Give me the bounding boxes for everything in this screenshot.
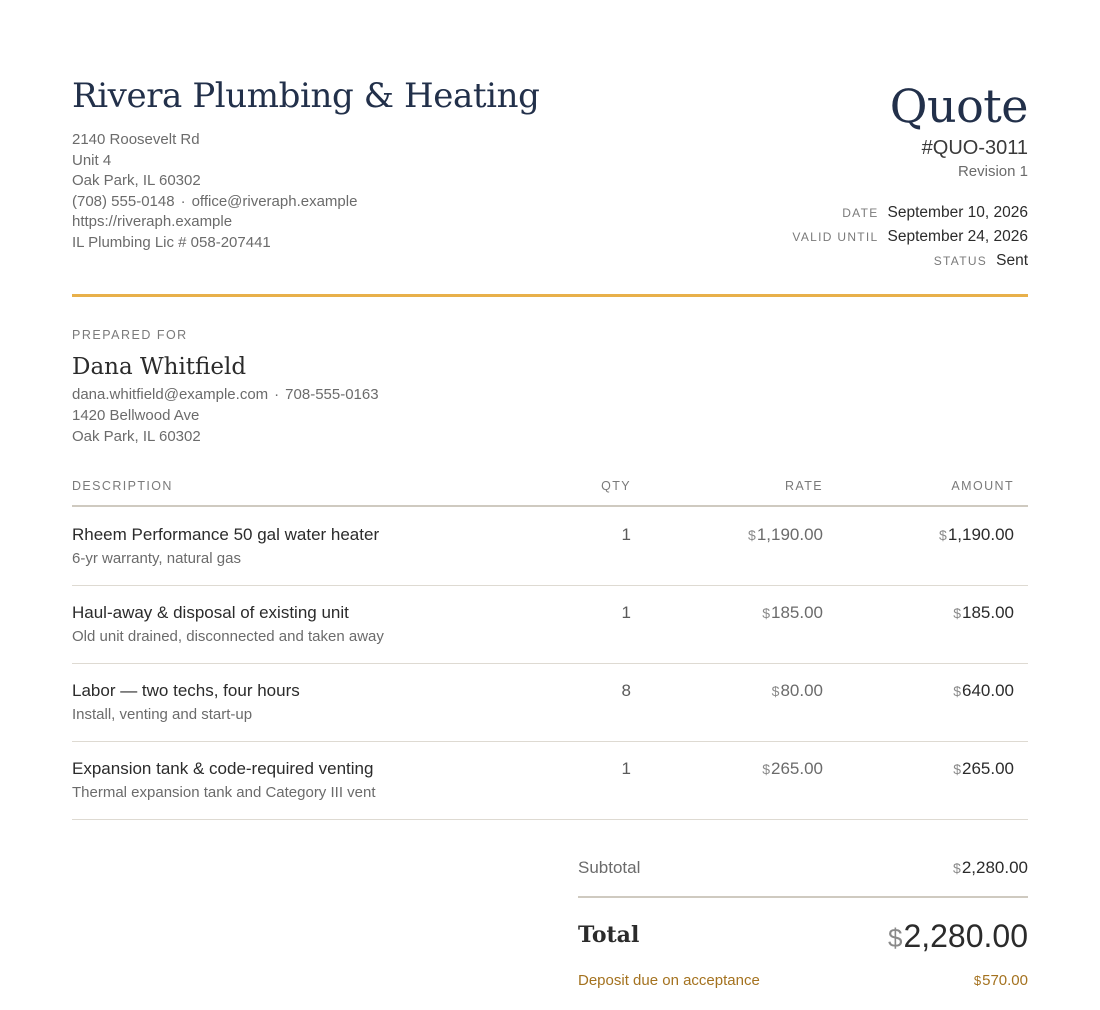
column-header-amount: AMOUNT <box>951 479 1014 493</box>
quote-revision: Revision 1 <box>957 163 1028 180</box>
deposit-value <box>974 972 1028 989</box>
total-value <box>888 916 1028 958</box>
client-phone: 708-555-0163 <box>285 386 379 403</box>
item-qty: 8 <box>621 681 631 700</box>
table-row <box>72 585 1028 664</box>
subtotal-label: Subtotal <box>578 858 641 877</box>
date-value: September 10, 2026 <box>887 204 1028 221</box>
quote-number: #QUO-3011 <box>921 137 1028 159</box>
item-description: Haul-away & disposal of existing unit <box>72 603 349 622</box>
item-amount <box>953 602 1014 624</box>
currency-symbol: $ <box>953 761 961 777</box>
company-name: Rivera Plumbing & Heating <box>72 76 540 116</box>
client-name: Dana Whitfield <box>72 354 247 380</box>
item-description: Expansion tank & code-required venting <box>72 759 374 778</box>
item-rate <box>748 524 823 546</box>
item-amount-value: 1,190.00 <box>947 525 1014 544</box>
date-label: DATE <box>842 206 879 220</box>
quote-document <box>72 0 1028 1010</box>
separator-dot: · <box>274 386 280 403</box>
item-detail: Old unit drained, disconnected and taken away <box>72 628 384 645</box>
subtotal-amount: 2,280.00 <box>961 858 1028 877</box>
currency-symbol: $ <box>953 605 961 621</box>
table-row <box>72 663 1028 742</box>
item-description: Labor — two techs, four hours <box>72 681 300 700</box>
client-contact <box>72 384 379 447</box>
item-amount <box>953 680 1014 702</box>
currency-symbol: $ <box>939 527 947 543</box>
company-phone-email <box>72 192 357 213</box>
client-address: 1420 Bellwood Ave <box>72 407 200 424</box>
item-amount <box>953 758 1014 780</box>
valid-until-label: VALID UNTIL <box>792 230 879 244</box>
currency-symbol: $ <box>771 683 780 699</box>
item-rate <box>762 602 823 624</box>
prepared-for-label: PREPARED FOR <box>72 328 188 342</box>
separator-dot: · <box>180 192 186 210</box>
total-amount: 2,280.00 <box>903 918 1028 954</box>
deposit-label: Deposit due on acceptance <box>578 972 760 989</box>
company-email[interactable]: office@riveraph.example <box>191 192 358 210</box>
item-rate-value: 185.00 <box>771 603 823 622</box>
quote-title: Quote <box>889 79 1028 133</box>
item-amount-value: 640.00 <box>962 681 1014 700</box>
currency-symbol: $ <box>762 761 770 777</box>
column-header-rate: RATE <box>784 479 823 493</box>
item-rate-value: 80.00 <box>780 681 823 700</box>
item-amount-value: 265.00 <box>962 759 1014 778</box>
item-detail: 6-yr warranty, natural gas <box>72 550 241 567</box>
item-amount <box>939 524 1014 546</box>
item-rate <box>762 758 823 780</box>
header-divider <box>72 294 1028 297</box>
company-city: Oak Park, IL 60302 <box>72 172 201 190</box>
item-description: Rheem Performance 50 gal water heater <box>72 525 380 544</box>
item-qty: 1 <box>621 525 631 544</box>
company-license: IL Plumbing Lic # 058-207441 <box>72 233 271 251</box>
company-address-line2: Unit 4 <box>72 151 112 169</box>
item-qty: 1 <box>621 759 631 778</box>
item-detail: Install, venting and start-up <box>72 706 253 723</box>
company-address-line1: 2140 Roosevelt Rd <box>72 131 200 148</box>
company-phone: (708) 555-0148 <box>72 192 175 210</box>
item-rate <box>772 680 823 702</box>
table-row <box>72 507 1028 586</box>
item-amount-value: 185.00 <box>962 603 1014 622</box>
subtotal-value <box>953 858 1028 878</box>
item-rate-value: 1,190.00 <box>756 525 823 544</box>
currency-symbol: $ <box>953 860 961 876</box>
currency-symbol: $ <box>953 683 961 699</box>
column-header-qty: QTY <box>601 479 631 493</box>
currency-symbol: $ <box>887 923 903 953</box>
item-rate-value: 265.00 <box>771 759 823 778</box>
valid-until-row <box>628 228 1028 246</box>
status-row <box>628 252 1028 270</box>
company-contact <box>72 130 357 254</box>
status-value: Sent <box>996 252 1028 269</box>
table-row <box>72 741 1028 820</box>
client-email[interactable]: dana.whitfield@example.com <box>72 386 269 403</box>
company-website[interactable]: https://riveraph.example <box>72 213 233 231</box>
totals-divider <box>578 896 1028 898</box>
item-detail: Thermal expansion tank and Category III vent <box>72 784 376 801</box>
valid-until-value: September 24, 2026 <box>887 228 1028 245</box>
item-qty: 1 <box>621 603 631 622</box>
currency-symbol: $ <box>762 605 770 621</box>
deposit-amount: 570.00 <box>982 972 1028 989</box>
currency-symbol: $ <box>973 973 982 988</box>
total-label: Total <box>578 922 640 948</box>
column-header-description: DESCRIPTION <box>72 479 173 493</box>
status-label: STATUS <box>933 254 988 268</box>
client-city: Oak Park, IL 60302 <box>72 428 201 445</box>
currency-symbol: $ <box>748 527 756 543</box>
quote-date-row <box>628 204 1028 222</box>
client-email-phone <box>72 384 379 405</box>
